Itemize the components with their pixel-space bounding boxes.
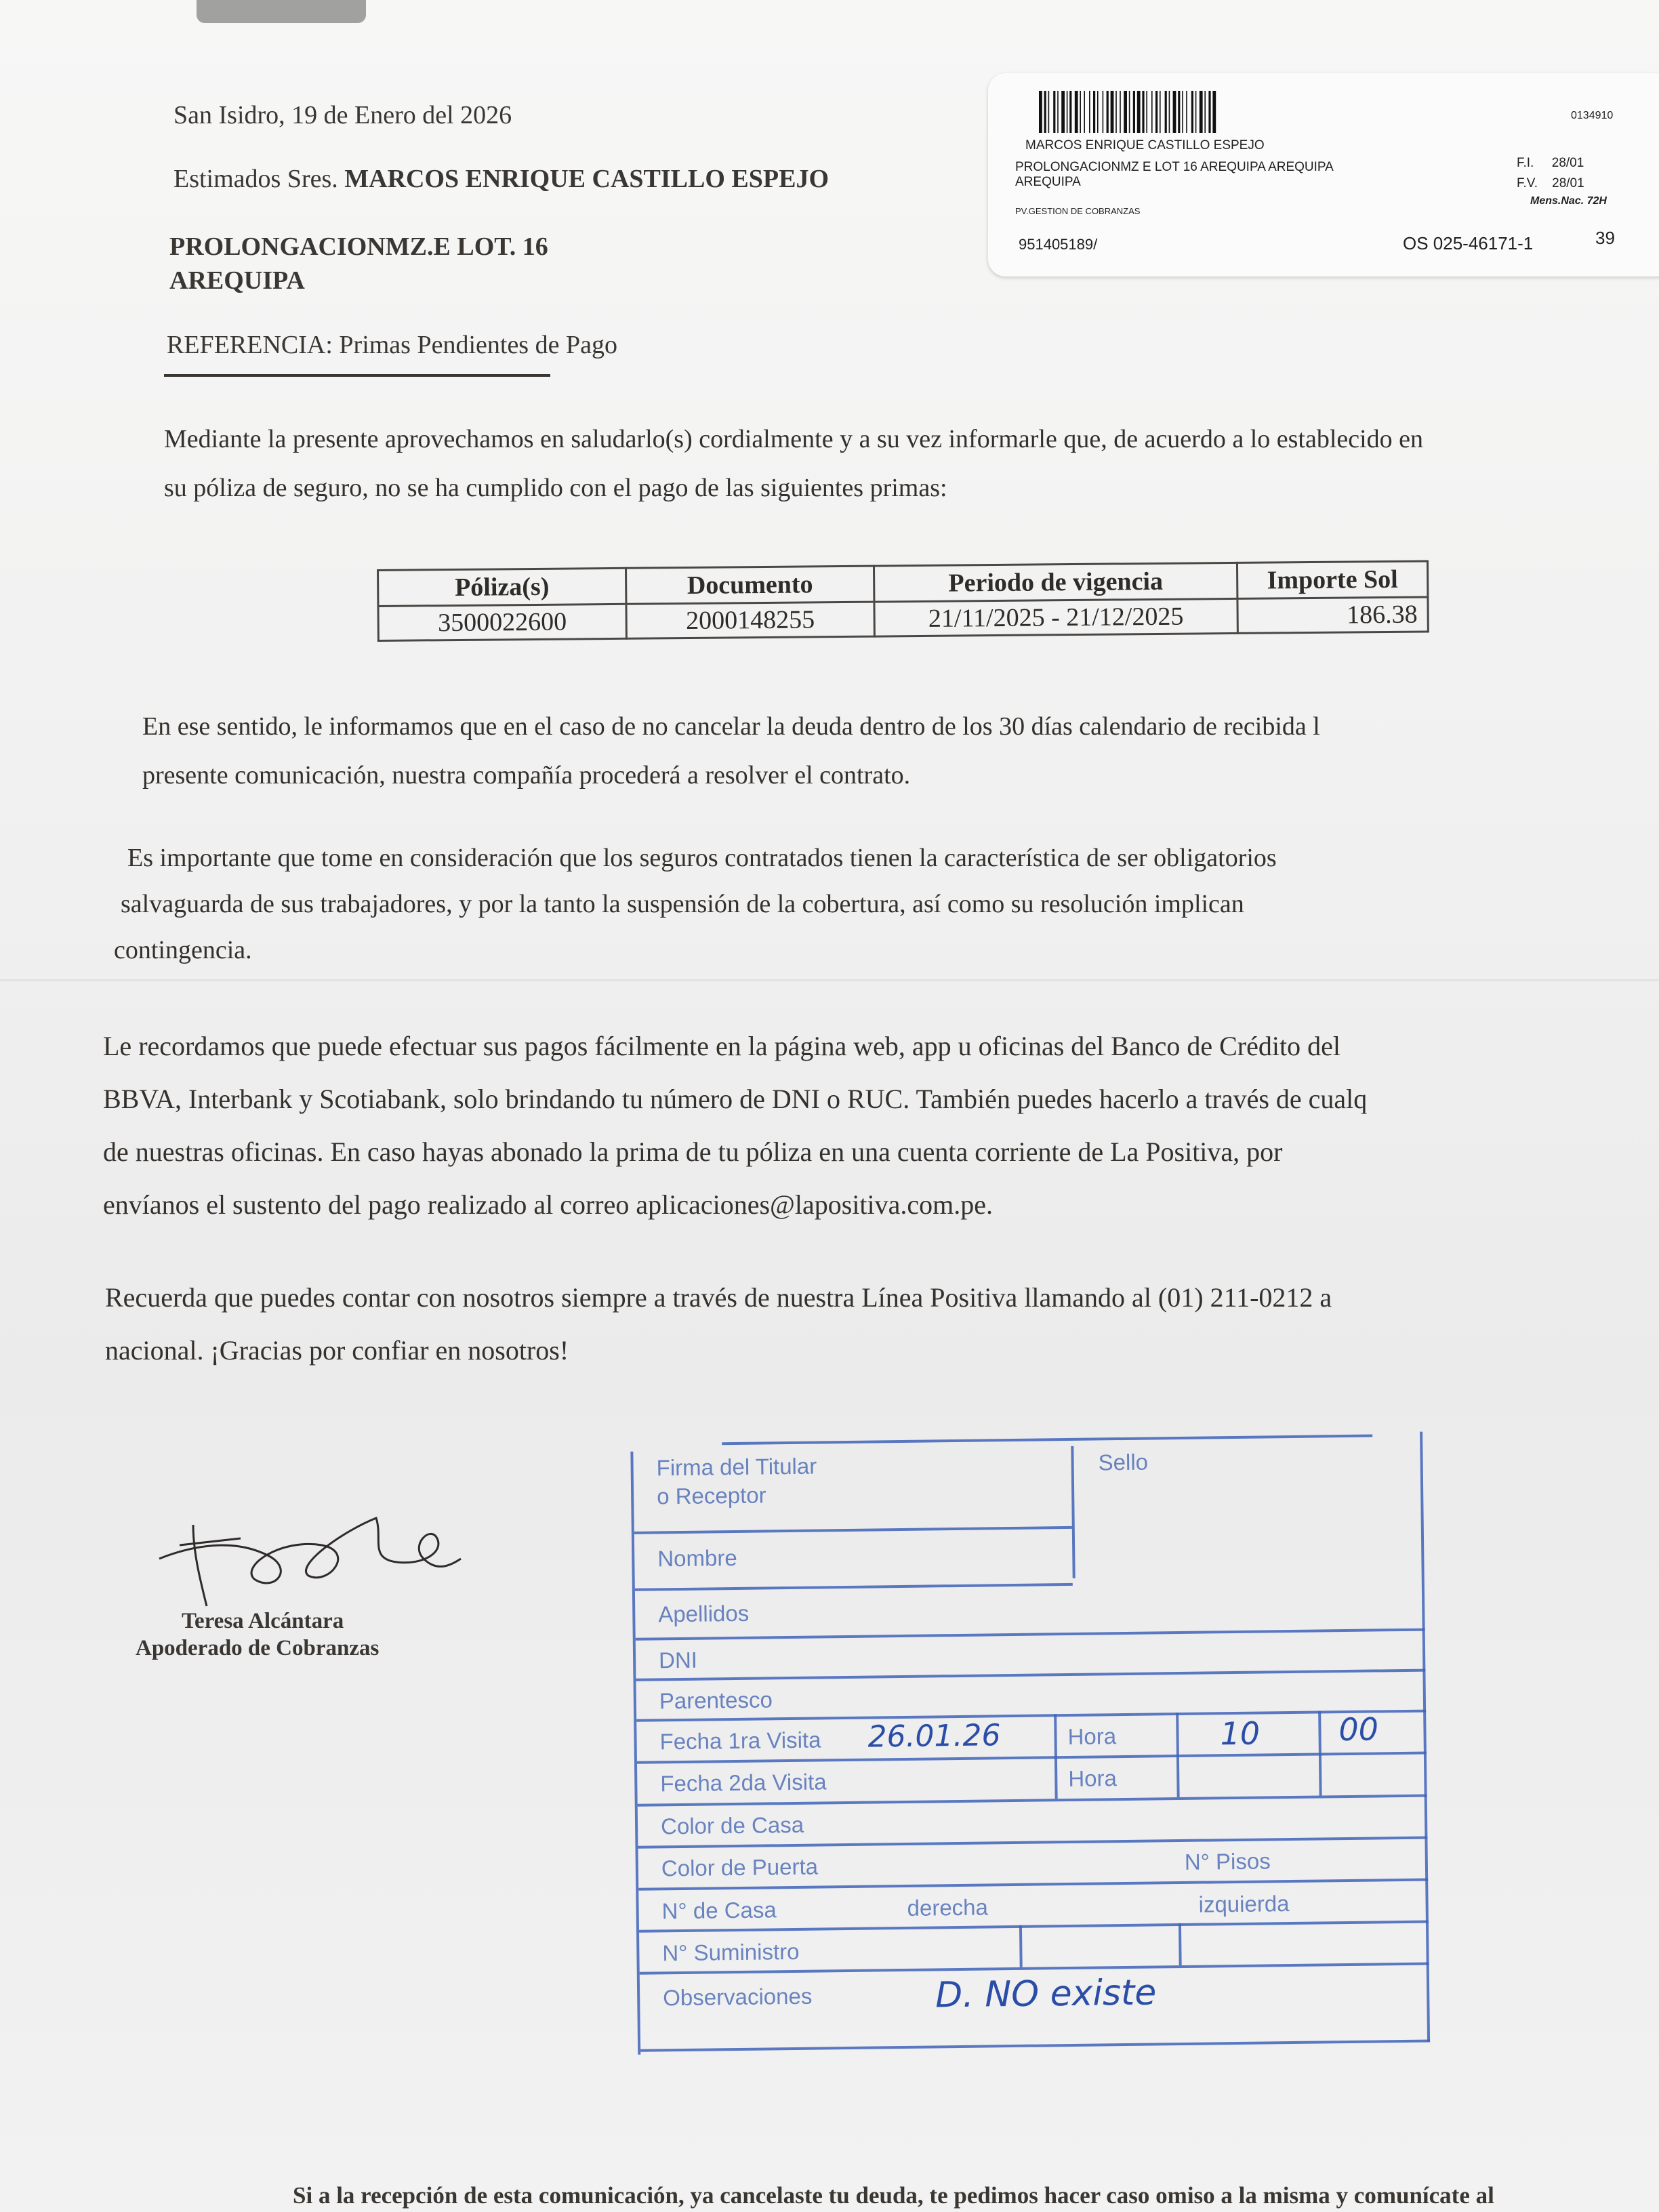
paper-fold [0,979,1659,981]
footer-note: Si a la recepción de esta comunicación, ya cancelaste tu deuda, te pedimos hacer caso omiso a la misma y comunícate al [293,2182,1494,2209]
stamp-observaciones-label: Observaciones [662,1983,813,2011]
label-phone: 951405189/ [1019,236,1098,253]
handwritten-hour: 10 [1220,1715,1261,1753]
handwritten-minute: 00 [1338,1711,1379,1748]
stamp-apellidos-label: Apellidos [658,1600,750,1627]
stamp-receptor-label: o Receptor [656,1482,766,1509]
table-header: Importe Sol [1237,561,1427,598]
stamp-nombre-label: Nombre [657,1544,737,1572]
paragraph-3: Es importante que tome en consideración que los seguros contratados tienen la característica de ser obligatorios salvaguarda de sus trabajadores, y por la tanto la suspensión de la cobertura, así como su resolución implican contingencia. [114,844,1277,964]
stamp-sello-label: Sello [1098,1449,1149,1475]
stamp-suministro-label: N° Suministro [662,1938,800,1966]
recipient-name: MARCOS ENRIQUE CASTILLO ESPEJO [344,165,830,193]
mailing-label [988,73,1659,276]
stamp-parentesco-label: Parentesco [659,1687,773,1714]
label-service: Mens.Nac. 72H [1530,195,1607,207]
signature [152,1498,464,1620]
stamp-hora2-label: Hora [1068,1765,1118,1792]
stamp-color-puerta-label: Color de Puerta [661,1853,819,1881]
table-cell: 3500022600 [378,604,626,640]
label-os-number: OS 025-46171-1 [1403,233,1534,253]
paper-mark [197,0,366,23]
handwritten-observation: D. NO existe [935,1972,1157,2016]
stamp-derecha-label: derecha [907,1894,989,1921]
handwritten-date: 26.01.26 [867,1718,1001,1755]
reference-underline [164,374,550,377]
paragraph-5: Recuerda que puedes contar con nosotros siempre a través de nuestra Línea Positiva llamando al (01) 211-0212 a nacional. ¡Gracias por confiar en nosotros! [105,1282,1332,1366]
stamp-dni-label: DNI [658,1647,698,1673]
table-cell: 21/11/2025 - 21/12/2025 [874,598,1237,636]
stamp-fecha1-label: Fecha 1ra Visita [659,1727,821,1755]
table-header: Póliza(s) [378,568,626,606]
table-cell: 2000148255 [626,602,874,638]
label-fi: F.I. 28/01 [1517,156,1584,170]
paragraph-4: Le recordamos que puede efectuar sus pagos fácilmente en la página web, app u oficinas del Banco de Crédito del BBVA, Interbank y Scotiabank, solo brindando tu número de DNI o RUC. También puedes hacerlo a través de cualq de nuestras oficinas. En caso hayas abonado la prima de tu póliza en una cuenta corriente de La Positiva, por envíanos el sustento del pago realizado al correo aplicaciones@lapositiva.com.pe. [103,1031,1368,1220]
stamp-pisos-label: N° Pisos [1184,1848,1271,1875]
stamp-firma-label: Firma del Titular [656,1453,817,1481]
intro-paragraph: Mediante la presente aprovechamos en saludarlo(s) cordialmente y a su vez informarle que, de acuerdo a lo establecido en su póliza de seguro, no se ha cumplido con el pago de las siguientes primas: [164,425,1424,502]
barcode [1039,91,1378,133]
signer-title: Apoderado de Cobranzas [136,1636,380,1660]
stamp-n-casa-label: N° de Casa [661,1897,777,1924]
reference: REFERENCIA: Primas Pendientes de Pago [167,331,617,359]
stamp-izquierda-label: izquierda [1198,1891,1290,1917]
table-header: Documento [626,566,874,604]
delivery-stamp [623,1421,1465,2055]
label-department: PV.GESTION DE COBRANZAS [1015,206,1141,216]
premiums-table [377,560,1429,642]
label-code: 0134910 [1571,110,1614,121]
label-fv: F.V. 28/01 [1517,176,1584,190]
table-cell: 186.38 [1237,597,1428,633]
stamp-hora-label: Hora [1067,1723,1117,1750]
label-name: MARCOS ENRIQUE CASTILLO ESPEJO [1025,138,1265,152]
label-address-1: PROLONGACIONMZ E LOT 16 AREQUIPA AREQUIPA [1015,160,1334,174]
address-line-2: AREQUIPA [169,266,305,295]
label-address-2: AREQUIPA [1015,175,1081,189]
table-header: Periodo de vigencia [874,562,1237,602]
signer-name: Teresa Alcántara [182,1609,344,1633]
address-line-1: PROLONGACIONMZ.E LOT. 16 [169,232,548,261]
stamp-color-casa-label: Color de Casa [660,1811,804,1839]
greeting [173,164,829,194]
label-count: 39 [1595,228,1615,248]
stamp-fecha2-label: Fecha 2da Visita [660,1769,827,1797]
greeting-prefix: Estimados Sres. [173,165,338,193]
place-date: San Isidro, 19 de Enero del 2026 [173,101,512,129]
paragraph-2: En ese sentido, le informamos que en el caso de no cancelar la deuda dentro de los 30 días calendario de recibida l presente comunicación, nuestra compañía procederá a resolver el contrato. [142,712,1320,790]
